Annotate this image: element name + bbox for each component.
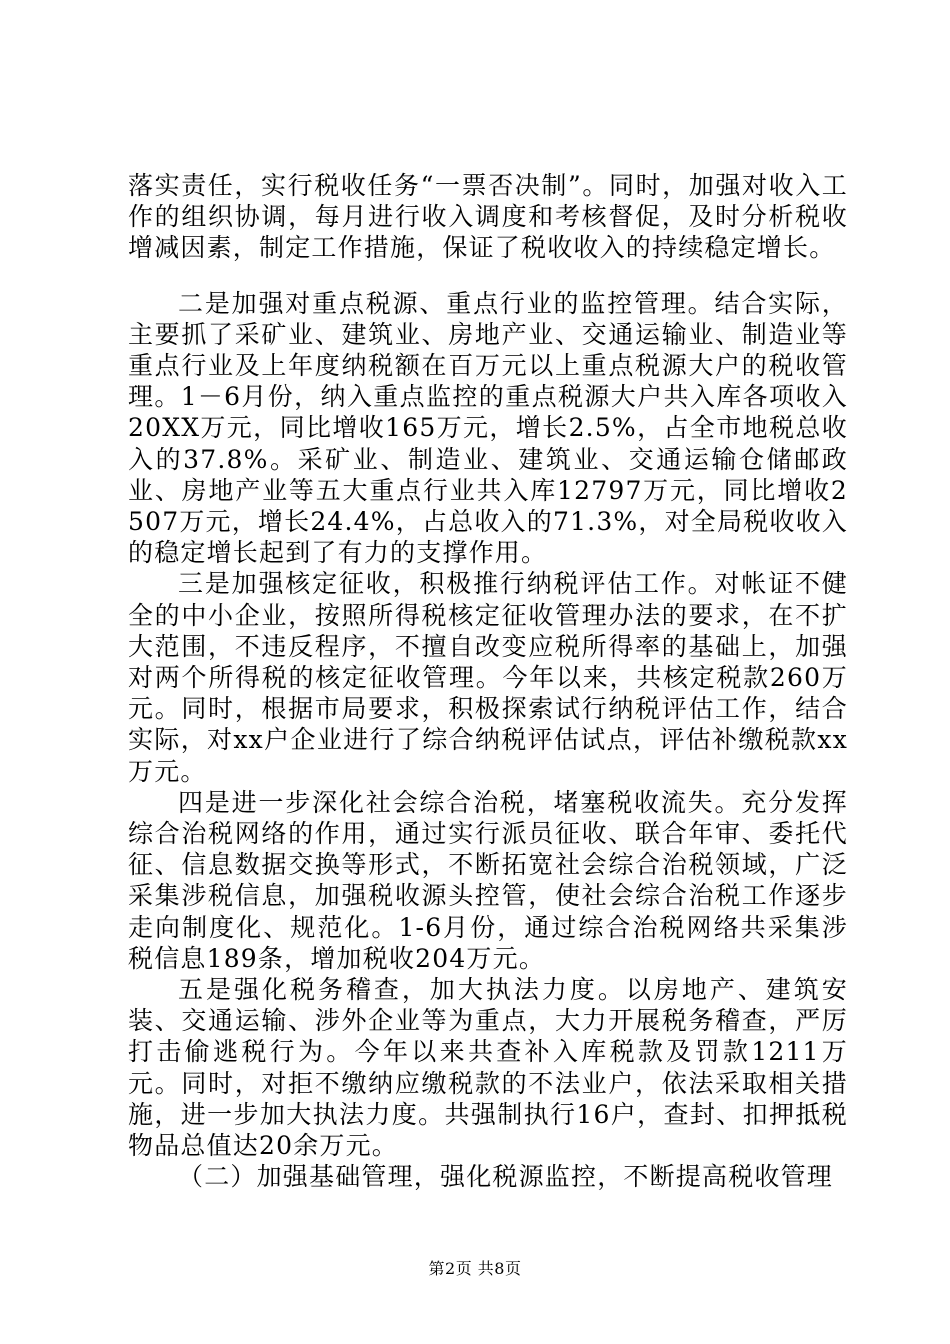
paragraph-tax-inspection: 五是强化税务稽查，加大执法力度。以房地产、建筑安装、交通运输、涉外企业等为重点，大力开展税务稽查，严厉打击偷逃税行为。今年以来共查补入库税款及罚款1211万元。同时，对拒不缴纳应缴税款的不法业户，依法采取相关措施，进一步加大执法力度。共强制执行16户，查封、扣押抵税物品总值达20余万元。 [128, 975, 848, 1161]
page-number-footer: 第2页 共8页 [428, 1259, 522, 1278]
paragraph-continuation: 落实责任，实行税收任务“一票否决制”。同时，加强对收入工作的组织协调，每月进行收入调度和考核督促，及时分析税收增减因素，制定工作措施，保证了税收收入的持续稳定增长。 [128, 171, 848, 263]
paragraph-key-tax-sources: 二是加强对重点税源、重点行业的监控管理。结合实际，主要抓了采矿业、建筑业、房地产业、交通运输业、制造业等重点行业及上年度纳税额在百万元以上重点税源大户的税收管理。1－6月份，纳入重点监控的重点税源大户共入库各项收入20XX万元，同比增收165万元，增长2.5%，占全市地税总收入的37.8%。采矿业、制造业、建筑业、交通运输仓储邮政业、房地产业等五大重点行业共入库12797万元，同比增收2507万元，增长24.4%，占总收入的71.3%，对全局税收收入的稳定增长起到了有力的支撑作用。 [128, 288, 848, 568]
paragraph-section-heading: （二）加强基础管理，强化税源监控，不断提高税收管理 [178, 1162, 834, 1192]
document-body [128, 170, 848, 1193]
paragraph-assessed-collection: 三是加强核定征收，积极推行纳税评估工作。对帐证不健全的中小企业，按照所得税核定征收管理办法的要求，在不扩大范围，不违反程序，不擅自改变应税所得率的基础上，加强对两个所得税的核定征收管理。今年以来，共核定税款260万元。同时，根据市局要求，积极探索试行纳税评估工作，结合实际，对xx户企业进行了综合纳税评估试点，评估补缴税款xx万元。 [128, 569, 848, 786]
paragraph-comprehensive-tax-governance: 四是进一步深化社会综合治税，堵塞税收流失。充分发挥综合治税网络的作用，通过实行派员征收、联合年审、委托代征、信息数据交换等形式，不断拓宽社会综合治税领域，广泛采集涉税信息，加强税收源头控管，使社会综合治税工作逐步走向制度化、规范化。1-6月份，通过综合治税网络共采集涉税信息189条，增加税收204万元。 [128, 787, 848, 973]
